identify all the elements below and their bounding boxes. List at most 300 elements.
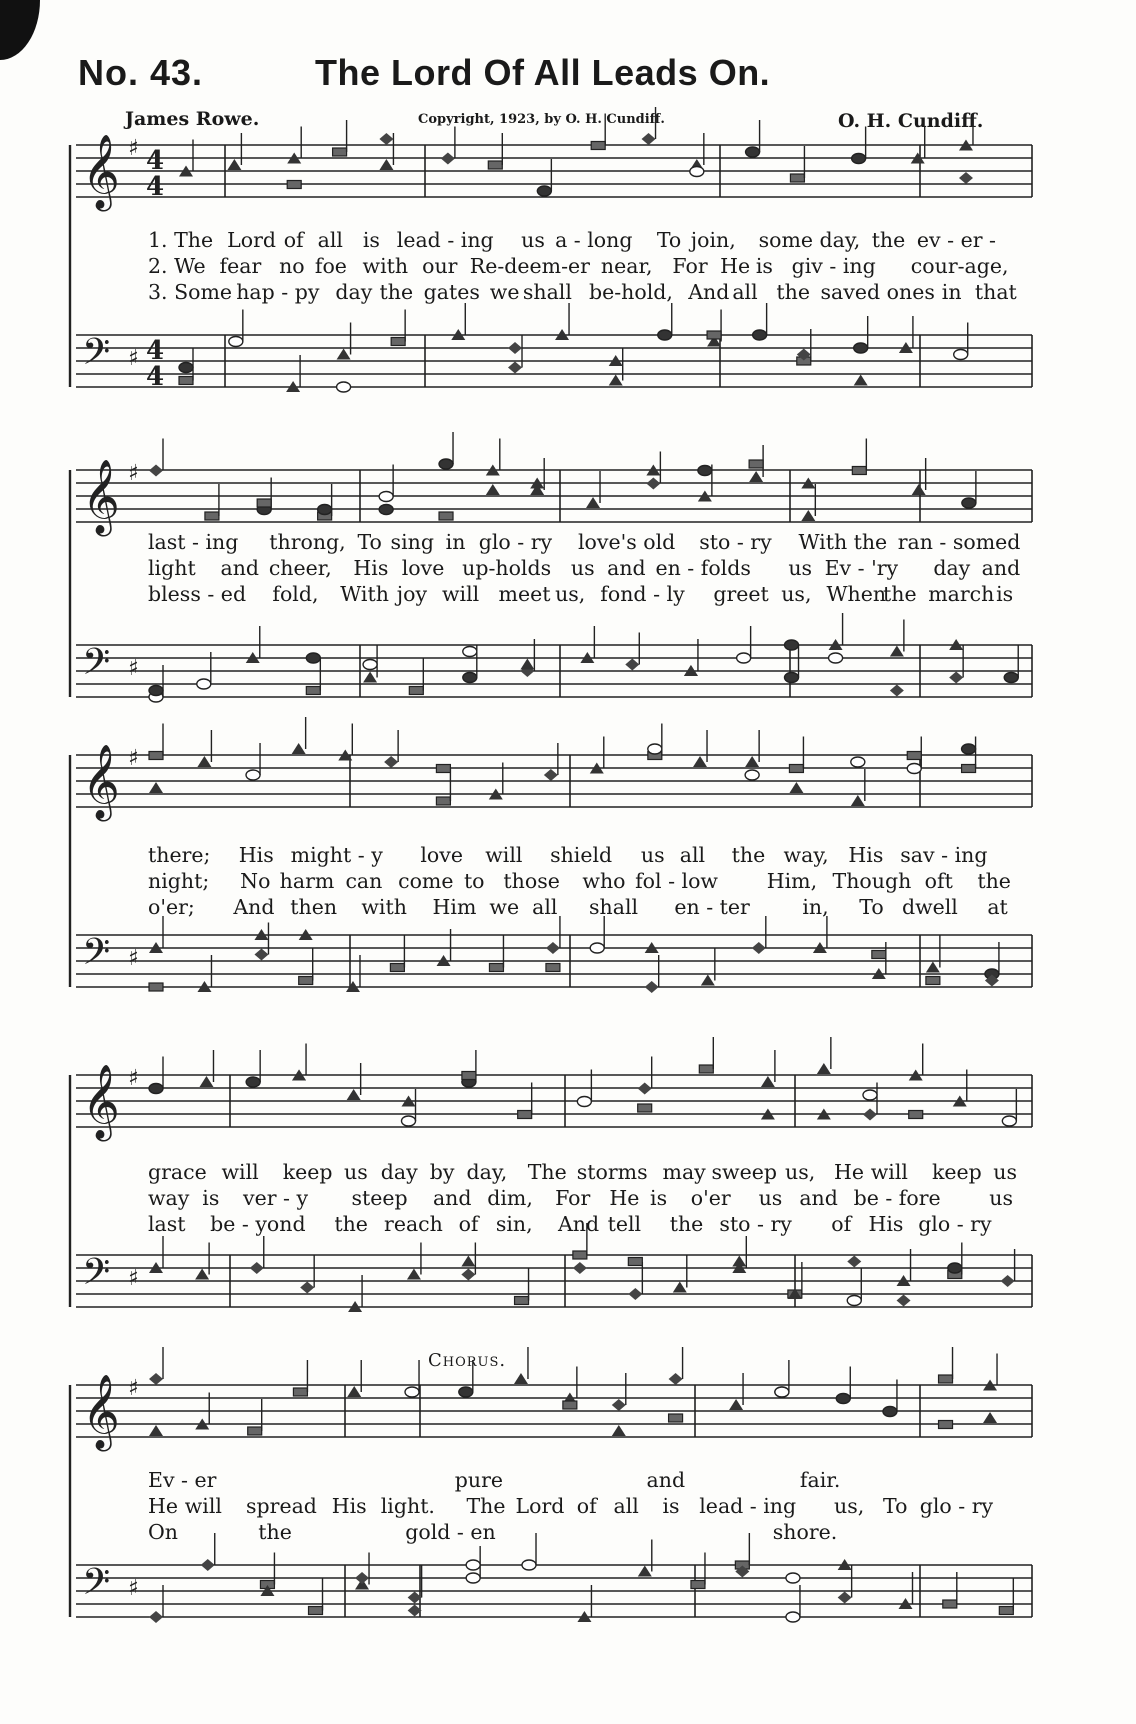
lyric-word: all bbox=[613, 1494, 639, 1518]
shape-note-re bbox=[508, 342, 522, 354]
lyric-word: Him, bbox=[766, 869, 818, 893]
shape-note-sol bbox=[847, 1296, 861, 1306]
lyric-word: Ev - er bbox=[148, 1468, 217, 1492]
lyric-word: For bbox=[672, 254, 708, 278]
shape-note-re bbox=[508, 362, 522, 374]
shape-note-sol bbox=[863, 1090, 877, 1100]
shape-note-sol bbox=[318, 505, 332, 515]
lyric-word: To bbox=[859, 895, 884, 919]
shape-note-re bbox=[890, 685, 904, 697]
lyric-word: shore. bbox=[772, 1520, 838, 1544]
lyric-word: love's old bbox=[577, 530, 676, 554]
shape-note-la bbox=[939, 1421, 953, 1429]
shape-note-sol bbox=[836, 1394, 850, 1404]
lyric-word: of bbox=[458, 1212, 479, 1236]
shape-note-sol bbox=[463, 673, 477, 683]
hymn-title: The Lord Of All Leads On. bbox=[315, 52, 771, 93]
shape-note-sol bbox=[246, 770, 260, 780]
time-signature-bottom: 4 bbox=[146, 172, 165, 202]
shape-note-re bbox=[573, 1262, 587, 1274]
shape-note-sol bbox=[379, 505, 393, 515]
shape-note-la bbox=[563, 1401, 577, 1409]
shape-note-la bbox=[409, 687, 423, 695]
shape-note-la bbox=[390, 964, 404, 972]
shape-note-fa bbox=[486, 484, 500, 495]
lyric-word: come bbox=[398, 869, 454, 893]
lyric-word: a - long bbox=[555, 228, 633, 252]
shape-note-fa bbox=[761, 1076, 775, 1087]
lyric-word: will bbox=[442, 582, 480, 606]
shape-note-sol bbox=[197, 679, 211, 689]
lyric-word: those bbox=[503, 869, 560, 893]
lyric-word: the bbox=[334, 1212, 368, 1236]
shape-note-fa bbox=[749, 471, 763, 482]
lyric-word: our bbox=[422, 254, 458, 278]
lyric-word: us bbox=[640, 843, 665, 867]
shape-note-sol bbox=[854, 343, 868, 353]
lyric-word: o'er bbox=[690, 1186, 731, 1210]
shape-note-re bbox=[384, 756, 398, 768]
lyric-word: the bbox=[379, 280, 414, 304]
shape-note-fa bbox=[586, 497, 600, 508]
key-signature-sharp: ♯ bbox=[128, 1376, 139, 1401]
shape-note-sol bbox=[852, 154, 866, 164]
lyric-word: His bbox=[848, 843, 884, 867]
shape-note-la bbox=[257, 499, 271, 507]
lyric-word: we bbox=[489, 895, 520, 919]
lyric-word: way bbox=[148, 1186, 190, 1210]
shape-note-sol bbox=[962, 744, 976, 754]
shape-note-la bbox=[488, 161, 502, 169]
shape-note-sol bbox=[948, 1263, 962, 1273]
lyric-word: is bbox=[996, 582, 1014, 606]
shape-note-fa bbox=[983, 1412, 997, 1423]
shape-note-la bbox=[591, 142, 605, 150]
bass-clef: 𝄢 bbox=[82, 1251, 111, 1302]
lyric-word: with bbox=[361, 895, 407, 919]
shape-note-re bbox=[546, 942, 560, 954]
shape-note-re bbox=[847, 1256, 861, 1268]
shape-note-la bbox=[749, 460, 763, 468]
lyric-word: the bbox=[776, 280, 810, 304]
shape-note-sol bbox=[954, 350, 968, 360]
lyric-word: en - ter bbox=[674, 895, 750, 919]
shape-note-re bbox=[149, 1373, 163, 1385]
shape-note-fa bbox=[407, 1269, 421, 1280]
lyric-word: The bbox=[466, 1494, 506, 1518]
shape-note-la bbox=[299, 977, 313, 985]
shape-note-sol bbox=[466, 1560, 480, 1570]
lyric-word: giv - ing bbox=[791, 254, 876, 278]
lyric-word: is bbox=[650, 1186, 668, 1210]
bass-clef: 𝄢 bbox=[82, 641, 111, 692]
shape-note-re bbox=[544, 769, 558, 781]
shape-note-fa bbox=[379, 159, 393, 170]
lyric-word: fair. bbox=[799, 1468, 841, 1492]
shape-note-la bbox=[789, 765, 803, 773]
lyric-word: 2. We bbox=[148, 254, 206, 278]
shape-note-re bbox=[838, 1592, 852, 1604]
shape-note-fa bbox=[854, 375, 868, 386]
shape-note-la bbox=[943, 1600, 957, 1608]
bass-clef: 𝄢 bbox=[82, 331, 111, 382]
lyric-word: that bbox=[974, 280, 1017, 304]
shape-note-sol bbox=[658, 330, 672, 340]
lyric-word: way, bbox=[783, 843, 829, 867]
shape-note-fa bbox=[745, 756, 759, 767]
shape-note-sol bbox=[577, 1097, 591, 1107]
lyric-word: will bbox=[184, 1494, 222, 1518]
shape-note-la bbox=[909, 1111, 923, 1119]
lyric-word: foe bbox=[314, 254, 347, 278]
shape-note-re bbox=[149, 1611, 163, 1623]
lyric-word: fear bbox=[219, 254, 262, 278]
time-signature-top: 4 bbox=[146, 336, 165, 366]
shape-note-fa bbox=[638, 1566, 652, 1577]
key-signature-sharp: ♯ bbox=[128, 656, 139, 681]
shape-note-la bbox=[999, 1607, 1013, 1615]
lyric-word: His bbox=[353, 556, 389, 580]
shape-note-fa bbox=[609, 375, 623, 386]
lyric-word: will bbox=[485, 843, 523, 867]
lyric-word: gates bbox=[423, 280, 480, 304]
lyric-word: storms bbox=[576, 1160, 648, 1184]
shape-note-fa bbox=[363, 672, 377, 683]
lyric-word: and bbox=[220, 556, 260, 580]
lyric-word: some day, bbox=[758, 228, 861, 252]
lyric-word: fond - ly bbox=[600, 582, 685, 606]
key-signature-sharp: ♯ bbox=[128, 1266, 139, 1291]
treble-clef: 𝄞 bbox=[82, 460, 120, 534]
lyric-word: us bbox=[758, 1186, 783, 1210]
shape-note-la bbox=[179, 377, 193, 385]
shape-note-fa bbox=[912, 484, 926, 495]
lyric-word: all bbox=[532, 895, 558, 919]
lyric-word: day bbox=[380, 1160, 418, 1184]
lyric-word: and bbox=[799, 1186, 838, 1210]
lyric-word: The bbox=[527, 1160, 567, 1184]
shape-note-sol bbox=[537, 186, 551, 196]
lyric-word: glo - ry bbox=[478, 530, 553, 554]
shape-note-la bbox=[872, 951, 886, 959]
lyric-word: in, bbox=[802, 895, 829, 919]
lyric-word: With bbox=[340, 582, 389, 606]
lyric-word: ev - er - bbox=[916, 228, 996, 252]
shape-note-la bbox=[790, 174, 804, 182]
shape-note-fa bbox=[195, 1269, 209, 1280]
shape-note-la bbox=[436, 765, 450, 773]
lyric-word: Re-deem-er bbox=[469, 254, 590, 278]
lyric-word: all bbox=[732, 280, 758, 304]
shape-note-sol bbox=[786, 1573, 800, 1583]
lyric-word: tell bbox=[607, 1212, 642, 1236]
lyric-word: march bbox=[928, 582, 995, 606]
shape-note-re bbox=[959, 172, 973, 184]
shape-note-sol bbox=[737, 653, 751, 663]
lyric-word: us bbox=[570, 556, 595, 580]
lyric-word: spread bbox=[246, 1494, 317, 1518]
shape-note-re bbox=[441, 153, 455, 165]
key-signature-sharp: ♯ bbox=[128, 946, 139, 971]
lyric-word: shall bbox=[522, 280, 572, 304]
shape-note-la bbox=[205, 512, 219, 520]
lyric-word: cheer, bbox=[268, 556, 332, 580]
shape-note-sol bbox=[775, 1387, 789, 1397]
shape-note-fa bbox=[729, 1399, 743, 1410]
time-signature-top: 4 bbox=[146, 146, 165, 176]
lyric-word: No bbox=[240, 869, 271, 893]
shape-note-re bbox=[254, 949, 268, 961]
shape-note-re bbox=[300, 1282, 314, 1294]
lyric-word: With bbox=[798, 530, 848, 554]
lyric-word: To bbox=[883, 1494, 908, 1518]
time-signature-bottom: 4 bbox=[146, 362, 165, 392]
treble-clef: 𝄞 bbox=[82, 745, 120, 819]
shape-note-sol bbox=[745, 770, 759, 780]
lyric-word: And bbox=[233, 895, 275, 919]
shape-note-sol bbox=[379, 492, 393, 502]
shape-note-sol bbox=[785, 640, 799, 650]
lyric-word: join, bbox=[690, 228, 736, 252]
shape-note-re bbox=[863, 1109, 877, 1121]
shape-note-sol bbox=[590, 943, 604, 953]
lyric-word: sto - ry bbox=[719, 1212, 792, 1236]
shape-note-re bbox=[638, 1083, 652, 1095]
lyric-word: 3. Some bbox=[148, 280, 233, 304]
shape-note-re bbox=[752, 942, 766, 954]
lyric-word: day bbox=[933, 556, 971, 580]
lyric-word: no bbox=[279, 254, 305, 278]
shape-note-la bbox=[939, 1375, 953, 1383]
treble-clef: 𝄞 bbox=[82, 1065, 120, 1139]
shape-note-la bbox=[852, 467, 866, 475]
lyric-word: shield bbox=[550, 843, 613, 867]
shape-note-la bbox=[573, 1251, 587, 1259]
lyric-word: and bbox=[432, 1186, 472, 1210]
lyric-word: meet bbox=[498, 582, 551, 606]
lyric-word: is bbox=[202, 1186, 220, 1210]
shape-note-fa bbox=[851, 795, 865, 806]
lyric-word: us bbox=[788, 556, 813, 580]
lyric-word: to bbox=[463, 869, 485, 893]
lyric-word: and bbox=[607, 556, 646, 580]
shape-note-fa bbox=[817, 1063, 831, 1074]
shape-note-fa bbox=[926, 962, 940, 973]
composer-credit: O. H. Cundiff. bbox=[838, 110, 984, 132]
lyric-word: who bbox=[582, 869, 626, 893]
lyric-word: fol - low bbox=[635, 869, 718, 893]
lyric-word: His bbox=[868, 1212, 904, 1236]
shape-note-re bbox=[646, 478, 660, 490]
lyric-word: the bbox=[669, 1212, 704, 1236]
shape-note-sol bbox=[1002, 1116, 1016, 1126]
lyric-word: us bbox=[993, 1160, 1017, 1184]
lyric-word: greet bbox=[713, 582, 769, 606]
shape-note-re bbox=[949, 672, 963, 684]
lyric-word: pure bbox=[454, 1468, 504, 1492]
lyric-word: is bbox=[362, 228, 380, 252]
lyric-word: o'er; bbox=[148, 895, 195, 919]
shape-note-la bbox=[436, 797, 450, 805]
shape-note-fa bbox=[673, 1282, 687, 1293]
shape-note-fa bbox=[514, 1373, 528, 1384]
shape-note-la bbox=[926, 977, 940, 985]
shape-note-la bbox=[439, 512, 453, 520]
shape-note-re bbox=[355, 1572, 369, 1584]
lyric-word: us, bbox=[834, 1494, 865, 1518]
shape-note-la bbox=[628, 1258, 642, 1266]
lyric-word: us bbox=[344, 1160, 368, 1184]
shape-note-fa bbox=[347, 1089, 361, 1100]
lyric-word: His bbox=[331, 1494, 367, 1518]
lyric-word: day bbox=[335, 280, 373, 304]
shape-note-sol bbox=[746, 147, 760, 157]
shape-note-sol bbox=[149, 1084, 163, 1094]
lyric-word: at bbox=[987, 895, 1008, 919]
lyric-word: may bbox=[662, 1160, 706, 1184]
lyric-word: us, bbox=[785, 1160, 816, 1184]
shape-note-la bbox=[287, 181, 301, 189]
shape-note-sol bbox=[962, 498, 976, 508]
shape-note-la bbox=[699, 1065, 713, 1073]
key-signature-sharp: ♯ bbox=[128, 346, 139, 371]
shape-note-sol bbox=[648, 744, 662, 754]
shape-note-sol bbox=[851, 757, 865, 767]
lyric-word: fold, bbox=[272, 582, 319, 606]
lyric-word: us, bbox=[781, 582, 812, 606]
lyric-word: us bbox=[989, 1186, 1014, 1210]
lyric-word: last - ing bbox=[148, 530, 239, 554]
shape-note-sol bbox=[306, 653, 320, 663]
shape-note-re bbox=[628, 1288, 642, 1300]
shape-note-la bbox=[462, 1072, 476, 1080]
lyric-word: lead - ing bbox=[699, 1494, 797, 1518]
shape-note-re bbox=[645, 981, 659, 993]
lyric-word: shall bbox=[589, 895, 639, 919]
bass-clef: 𝄢 bbox=[82, 931, 111, 982]
shape-note-re bbox=[379, 133, 393, 145]
lyric-word: and bbox=[981, 556, 1021, 580]
lyric-word: dim, bbox=[487, 1186, 533, 1210]
lyric-word: On bbox=[148, 1520, 179, 1544]
shape-note-sol bbox=[522, 1560, 536, 1570]
lyric-word: 1. The bbox=[148, 228, 214, 252]
shape-note-fa bbox=[199, 1076, 213, 1087]
lyric-word: night; bbox=[148, 869, 210, 893]
shape-note-la bbox=[309, 1607, 323, 1615]
lyric-word: and bbox=[646, 1468, 686, 1492]
lyric-word: of bbox=[576, 1494, 597, 1518]
shape-note-sol bbox=[785, 673, 799, 683]
shape-note-sol bbox=[149, 686, 163, 696]
lyric-word: Though bbox=[832, 869, 912, 893]
shape-note-fa bbox=[461, 1256, 475, 1267]
shape-note-fa bbox=[337, 349, 351, 360]
lyric-word: light. bbox=[380, 1494, 435, 1518]
shape-note-fa bbox=[520, 659, 534, 670]
shape-note-la bbox=[515, 1297, 529, 1305]
lyric-word: ones bbox=[886, 280, 935, 304]
shape-note-sol bbox=[883, 1407, 897, 1417]
key-signature-sharp: ♯ bbox=[128, 1576, 139, 1601]
lyric-word: the bbox=[871, 228, 906, 252]
lyric-word: we bbox=[489, 280, 520, 304]
lyric-word: sto - ry bbox=[699, 530, 772, 554]
treble-clef: 𝄞 bbox=[82, 135, 120, 209]
lyric-word: Lord bbox=[515, 1494, 565, 1518]
shape-note-la bbox=[391, 338, 405, 346]
lyric-word: light bbox=[148, 556, 196, 580]
shape-note-la bbox=[293, 1388, 307, 1396]
shape-note-la bbox=[306, 687, 320, 695]
shape-note-fa bbox=[227, 159, 241, 170]
lyricist-credit: James Rowe. bbox=[125, 108, 260, 130]
shape-note-sol bbox=[829, 653, 843, 663]
lyric-word: be - fore bbox=[853, 1186, 941, 1210]
lyric-word: keep bbox=[932, 1160, 982, 1184]
copyright-notice: Copyright, 1923, by O. H. Cundiff. bbox=[418, 112, 665, 127]
lyric-word: will bbox=[870, 1160, 908, 1184]
key-signature-sharp: ♯ bbox=[128, 746, 139, 771]
lyric-word: gold - en bbox=[405, 1520, 496, 1544]
lyric-word: the bbox=[853, 530, 888, 554]
lyric-word: And bbox=[557, 1212, 600, 1236]
shape-note-la bbox=[518, 1111, 532, 1119]
shape-note-re bbox=[625, 659, 639, 671]
lyric-word: in bbox=[941, 280, 962, 304]
lyric-word: ran - somed bbox=[897, 530, 1021, 554]
lyric-word: then bbox=[290, 895, 338, 919]
lyric-word: And bbox=[688, 280, 730, 304]
shape-note-re bbox=[1001, 1275, 1015, 1287]
lyric-word: Ev - 'ry bbox=[824, 556, 899, 580]
shape-note-re bbox=[897, 1295, 911, 1307]
lyric-word: be-hold, bbox=[589, 280, 673, 304]
lyric-word: love bbox=[420, 843, 463, 867]
lyric-word: us, bbox=[555, 582, 586, 606]
lyric-word: there; bbox=[148, 843, 211, 867]
lyric-word: keep bbox=[282, 1160, 333, 1184]
treble-clef: 𝄞 bbox=[82, 1375, 120, 1449]
shape-note-re bbox=[642, 133, 656, 145]
shape-note-fa bbox=[612, 1425, 626, 1436]
lyric-word: all bbox=[679, 843, 706, 867]
shape-note-fa bbox=[292, 743, 306, 754]
lyric-word: can bbox=[345, 869, 383, 893]
lyric-word: Him bbox=[432, 895, 477, 919]
lyric-word: last bbox=[148, 1212, 186, 1236]
lyric-word: is bbox=[662, 1494, 680, 1518]
lyric-word: bless - ed bbox=[148, 582, 247, 606]
shape-note-la bbox=[149, 752, 163, 760]
lyric-word: sav - ing bbox=[900, 843, 988, 867]
shape-note-sol bbox=[698, 466, 712, 476]
key-signature-sharp: ♯ bbox=[128, 461, 139, 486]
shape-note-fa bbox=[347, 1386, 361, 1397]
lyric-word: up-holds bbox=[462, 556, 552, 580]
shape-note-la bbox=[333, 148, 347, 156]
shape-note-sol bbox=[405, 1387, 419, 1397]
shape-note-sol bbox=[337, 382, 351, 392]
shape-note-sol bbox=[907, 764, 921, 774]
lyric-word: is bbox=[755, 254, 773, 278]
shape-note-fa bbox=[732, 1256, 746, 1267]
shape-note-sol bbox=[786, 1612, 800, 1622]
lyric-word: grace bbox=[148, 1160, 207, 1184]
shape-note-sol bbox=[459, 1387, 473, 1397]
shape-note-sol bbox=[402, 1116, 416, 1126]
shape-note-re bbox=[250, 1262, 264, 1274]
